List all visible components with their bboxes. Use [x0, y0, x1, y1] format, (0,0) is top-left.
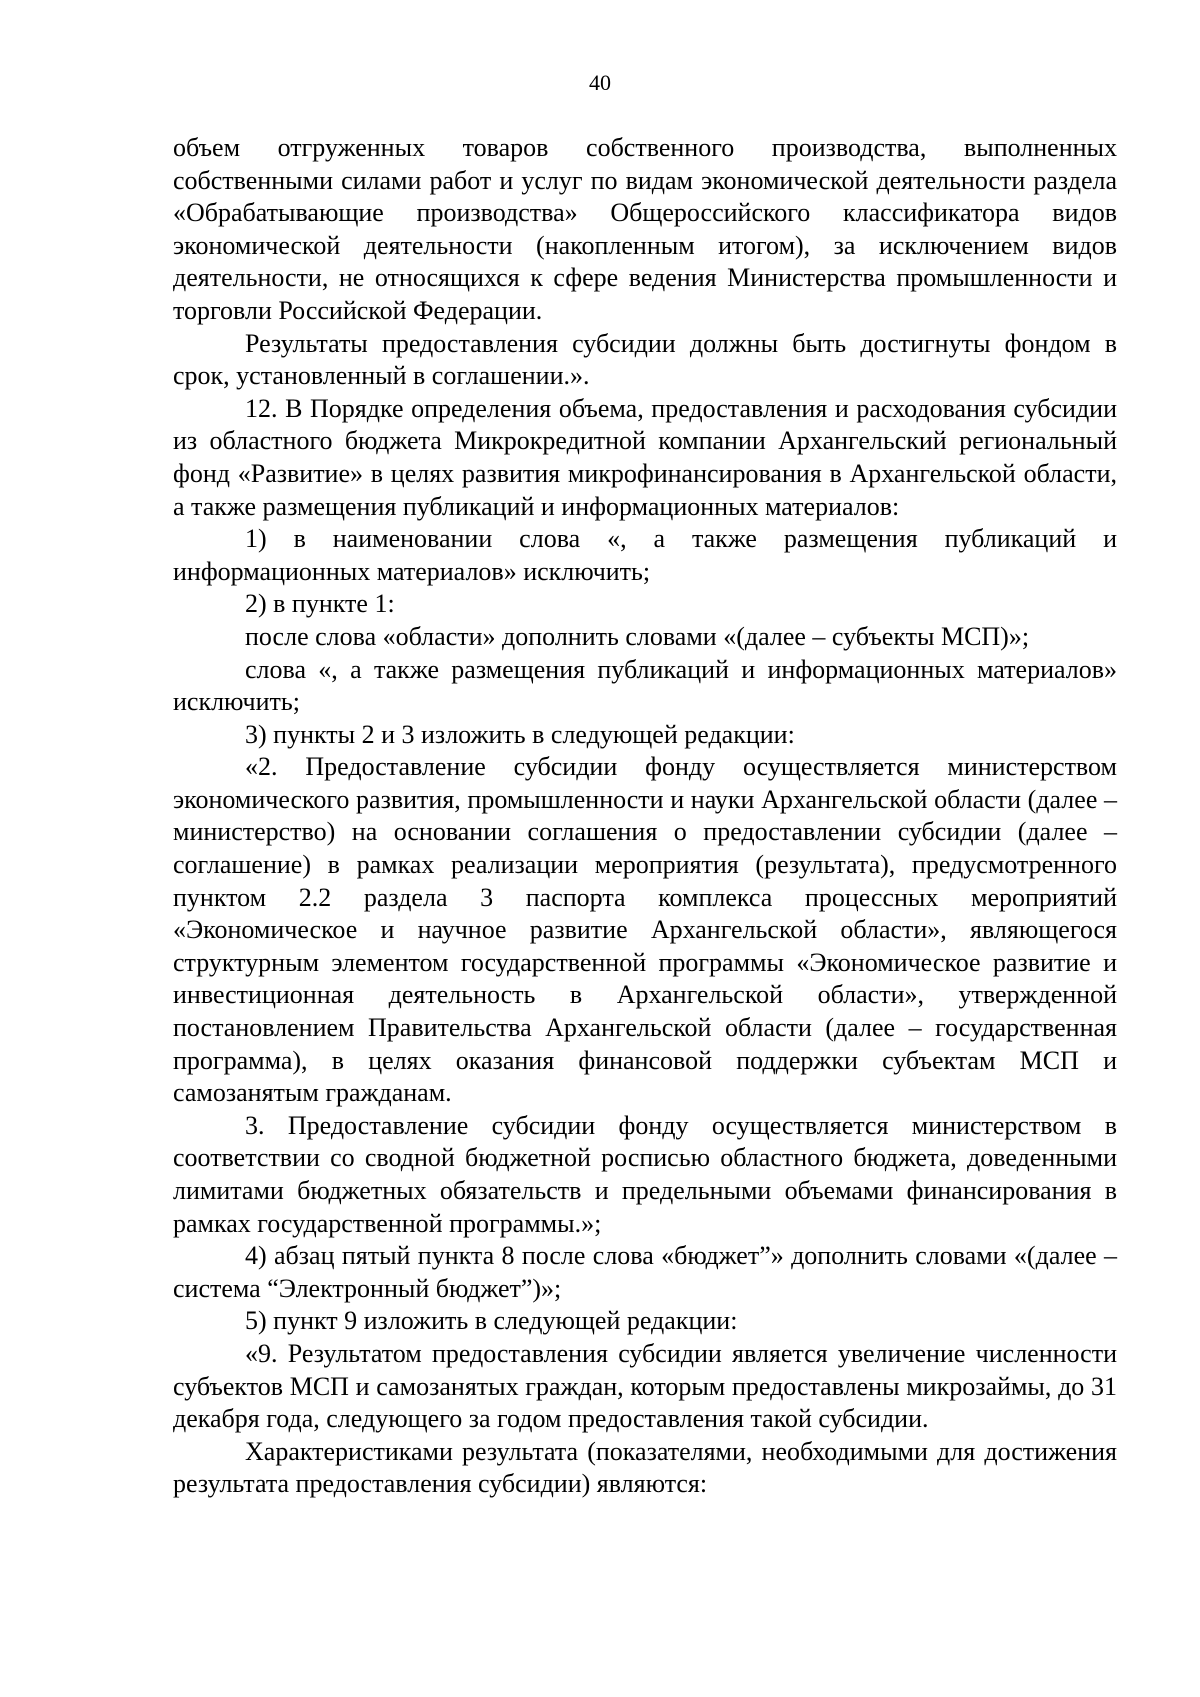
document-body — [173, 132, 1117, 1501]
paragraph-characteristics: Характеристиками результата (показателями, необходимыми для достижения результата предоставления субсидии) являются: — [173, 1436, 1117, 1499]
paragraph-continuation: объем отгруженных товаров собственного производства, выполненных собственными силами работ и услуг по видам экономической деятельности раздела «Обрабатывающие производства» Общероссийского классификатора видов экономической деятельности (накопленным итогом), за исключением видов деятельности, не относящихся к сфере ведения Министерства промышленности и торговли Российской Федерации. — [173, 133, 1117, 325]
paragraph-subitem-2: 2) в пункте 1: — [245, 589, 395, 619]
paragraph-clause-3: 3. Предоставление субсидии фонду осуществляется министерством в соответствии со сводной бюджетной росписью областного бюджета, доведенными лимитами бюджетных обязательств и предельными объемами финансирования в рамках государственной программы.»; — [173, 1110, 1117, 1238]
paragraph-subitem-3: 3) пункты 2 и 3 изложить в следующей редакции: — [245, 719, 795, 749]
paragraph-subitem-2-amend-b: слова «, а также размещения публикаций и информационных материалов» исключить; — [173, 654, 1117, 717]
paragraph-subitem-2-amend-a: после слова «области» дополнить словами «(далее – субъекты МСП)»; — [245, 621, 1030, 651]
paragraph-subitem-1: 1) в наименовании слова «, а также размещения публикаций и информационных материалов» исключить; — [173, 524, 1117, 586]
paragraph-subitem-4: 4) абзац пятый пункта 8 после слова «бюджет”» дополнить словами «(далее – система “Электронный бюджет”)»; — [173, 1241, 1117, 1303]
paragraph-item-12: 12. В Порядке определения объема, предоставления и расходования субсидии из областного бюджета Микрокредитной компании Архангельский региональный фонд «Развитие» в целях развития микрофинансирования в Архангельской области, а также размещения публикаций и информационных материалов: — [173, 393, 1117, 521]
paragraph-clause-9: «9. Результатом предоставления субсидии является увеличение численности субъектов МСП и самозанятых граждан, которым предоставлены микрозаймы, до 31 декабря года, следующего за годом предоставления такой субсидии. — [173, 1338, 1117, 1434]
page-number: 40 — [589, 70, 611, 95]
paragraph-results-deadline: Результаты предоставления субсидии должны быть достигнуты фондом в срок, установленный в соглашении.». — [173, 328, 1117, 391]
paragraph-subitem-5: 5) пункт 9 изложить в следующей редакции: — [245, 1306, 738, 1336]
paragraph-clause-2: «2. Предоставление субсидии фонду осуществляется министерством экономического развития, промышленности и науки Архангельской области (далее – министерство) на основании соглашения о предоставлении субсидии (далее – соглашение) в рамках реализации мероприятия (результата), предусмотренного пунктом 2.2 раздела 3 паспорта комплекса процессных мероприятий «Экономическое и научное развитие Архангельской области», являющегося структурным элементом государственной программы «Экономическое развитие и инвестиционная деятельность в Архангельской области», утвержденной постановлением Правительства Архангельской области (далее – государственная программа), в целях оказания финансовой поддержки субъектам МСП и самозанятым гражданам. — [173, 752, 1117, 1108]
